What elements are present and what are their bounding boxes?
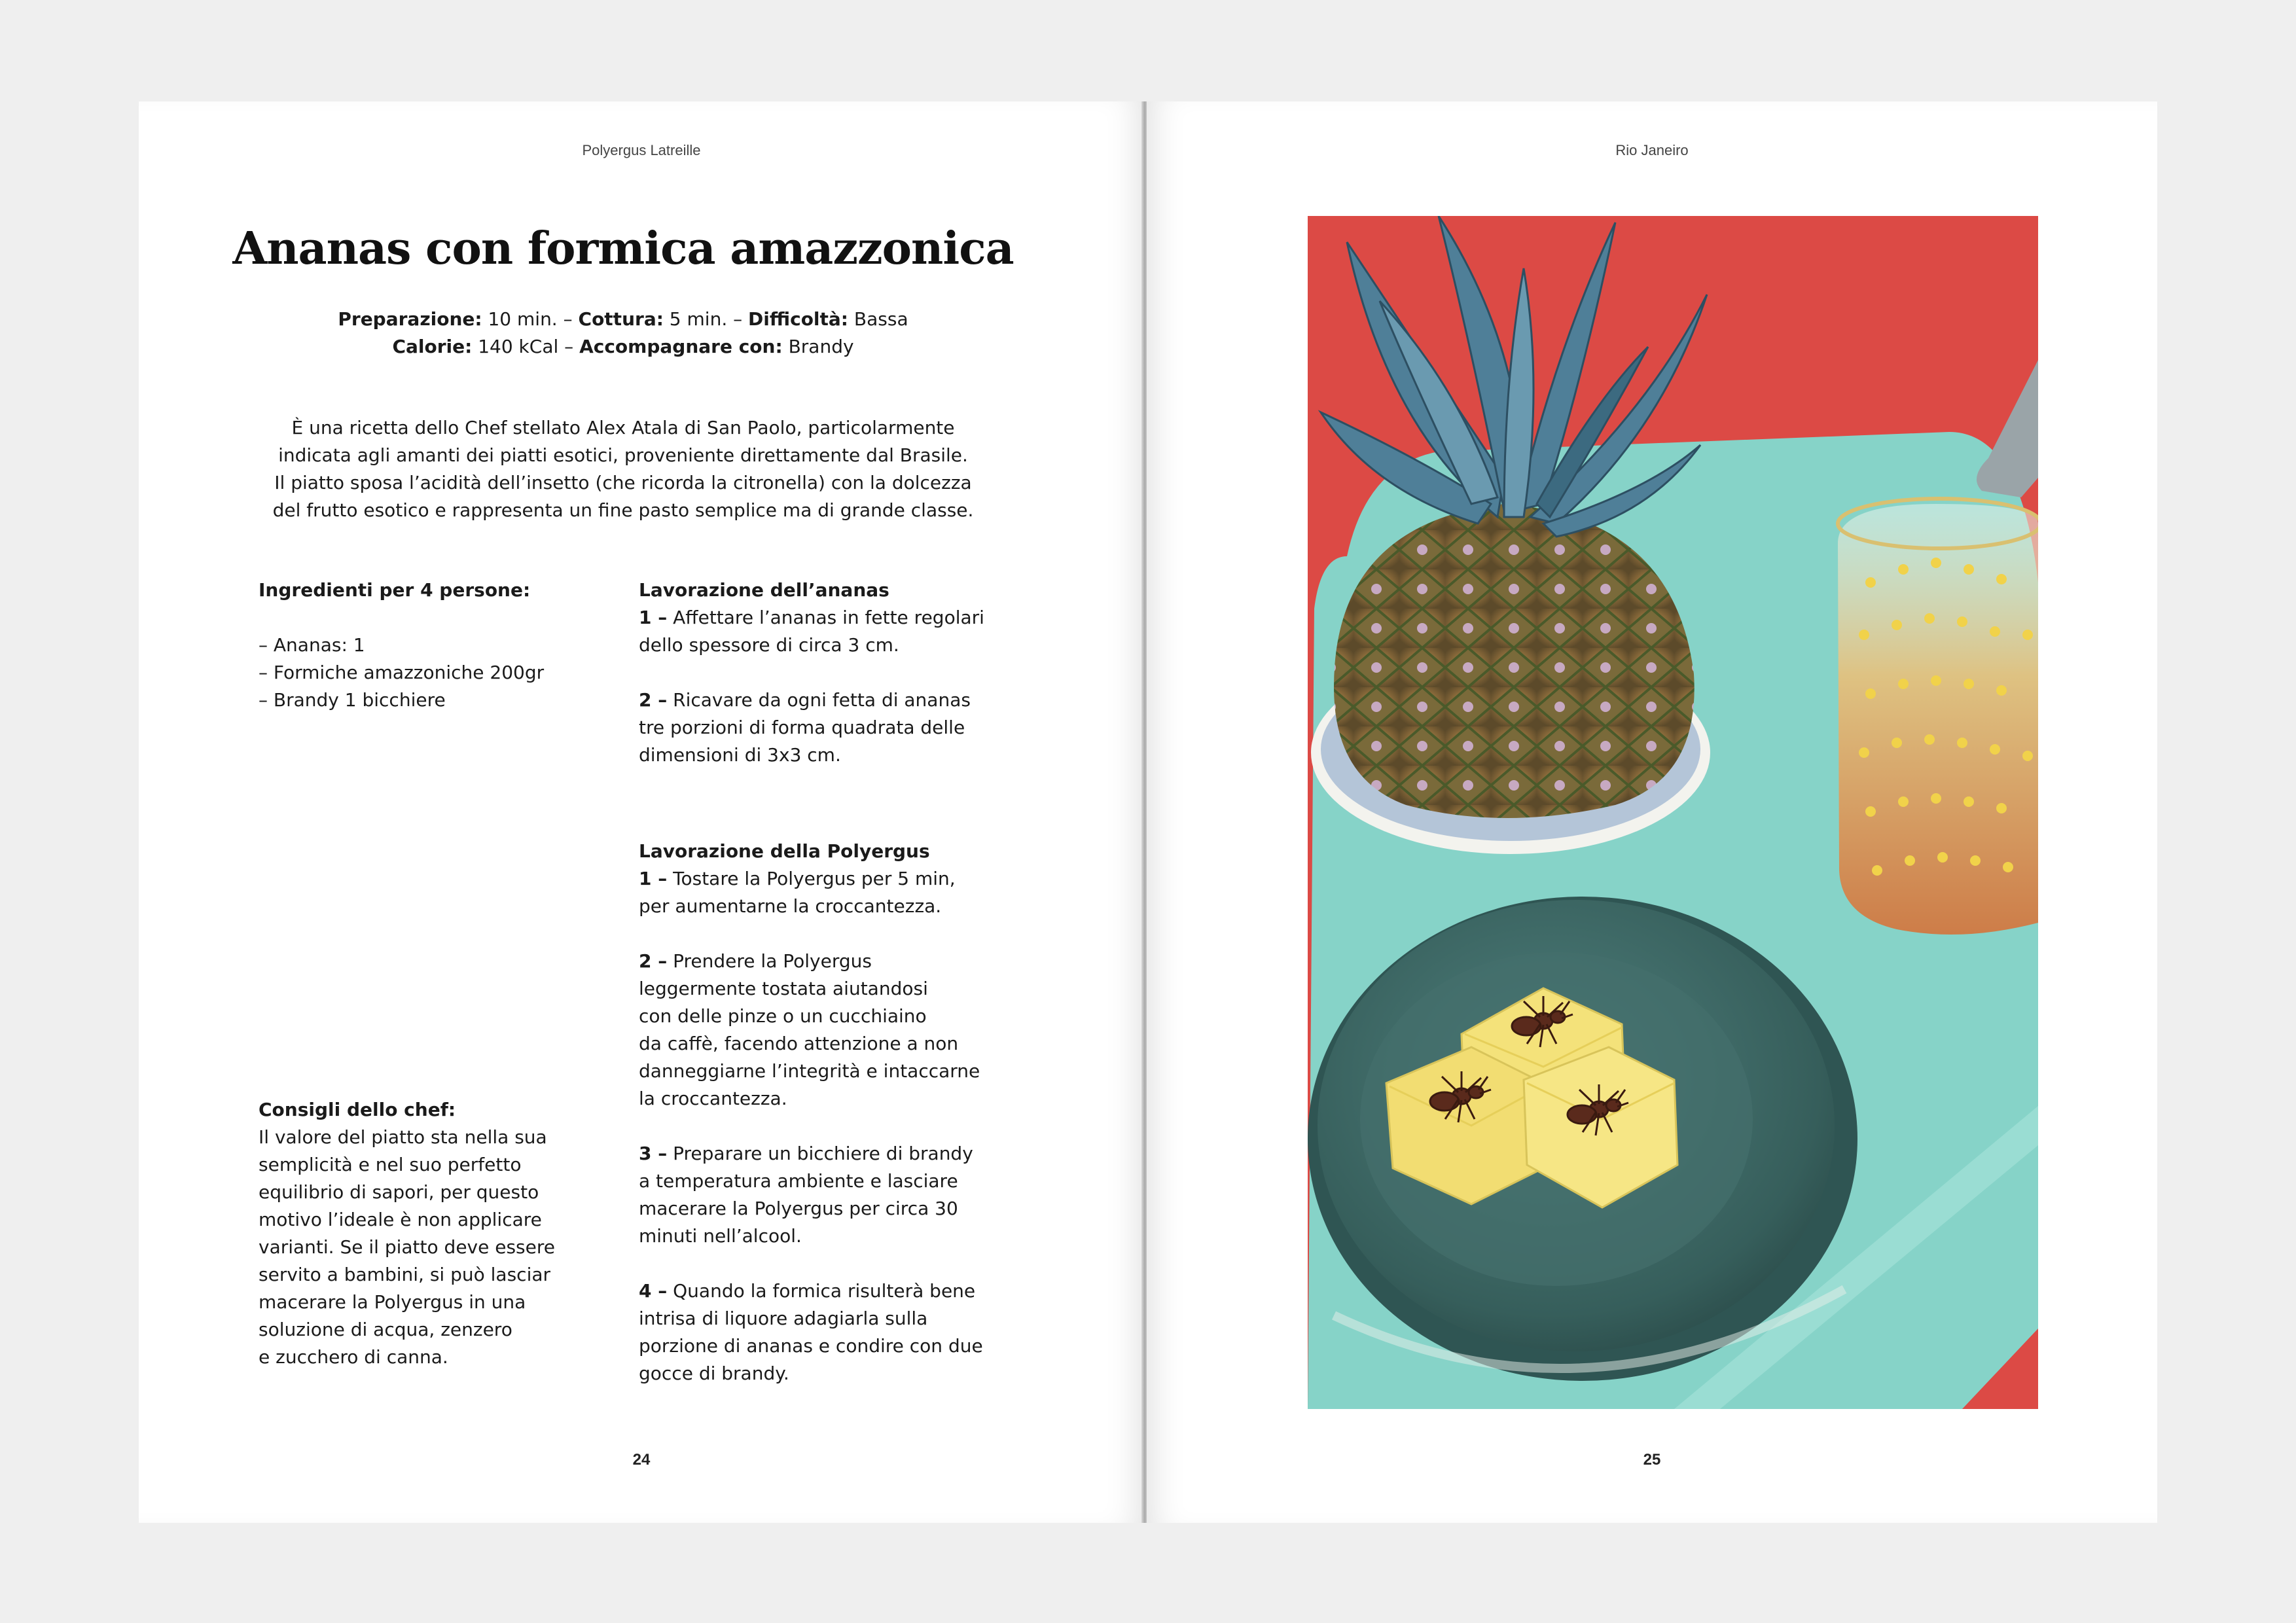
ingredient-item: – Formiche amazzoniche 200gr: [259, 662, 545, 683]
recipe-title: Ananas con formica amazzonica: [232, 223, 1014, 275]
running-head-left: Polyergus Latreille: [582, 142, 701, 158]
meta-label-accompagnare: Accompagnare con:: [579, 336, 783, 357]
step-line: leggermente tostata aiutandosi: [639, 978, 928, 999]
step-text: Ricavare da ogni fetta di ananas: [673, 689, 971, 711]
chef-tips-line: soluzione di acqua, zenzero: [259, 1319, 512, 1340]
steps-column: [639, 577, 1045, 1387]
meta-label-calorie: Calorie:: [392, 336, 473, 357]
pineapple-with-ants-photo: [1308, 216, 2038, 1409]
step-line: tre porzioni di forma quadrata delle: [639, 717, 965, 738]
meta-line-2: [139, 333, 1107, 361]
step-text: Prendere la Polyergus: [673, 950, 872, 972]
chef-tips-section: [259, 1096, 599, 1371]
step-number: 2 –: [639, 689, 668, 711]
step-text: Preparare un bicchiere di brandy: [673, 1143, 973, 1164]
step-number: 1 –: [639, 868, 668, 889]
meta-value-preparazione: 10 min. –: [482, 308, 579, 330]
step-line: porzione di ananas e condire con due: [639, 1335, 983, 1357]
meta-label-cottura: Cottura:: [578, 308, 664, 330]
chef-tips-line: macerare la Polyergus in una: [259, 1291, 526, 1313]
chef-tips-line: semplicità e nel suo perfetto: [259, 1154, 522, 1175]
recipe-intro: [139, 414, 1107, 524]
chef-tips-line: motivo l’ideale è non applicare: [259, 1209, 542, 1230]
step-line: dimensioni di 3x3 cm.: [639, 744, 841, 766]
ingredients-section: [259, 577, 599, 714]
chef-tips-line: e zucchero di canna.: [259, 1346, 448, 1368]
step-line: la croccantezza.: [639, 1088, 787, 1109]
step-number: 1 –: [639, 607, 668, 628]
ingredients-heading: Ingredienti per 4 persone:: [259, 579, 531, 601]
running-head-right: Rio Janeiro: [1615, 142, 1689, 158]
step-line: a temperatura ambiente e lasciare: [639, 1170, 958, 1192]
chef-tips-line: Il valore del piatto sta nella sua: [259, 1126, 547, 1148]
chef-tips-line: equilibrio di sapori, per questo: [259, 1181, 539, 1203]
recipe-meta: [139, 306, 1107, 361]
step-line: gocce di brandy.: [639, 1363, 789, 1384]
step-line: danneggiarne l’integrità e intaccarne: [639, 1060, 980, 1082]
page-number-left: 24: [632, 1451, 651, 1469]
right-page: [1147, 101, 2157, 1523]
meta-value-difficolta: Bassa: [848, 308, 908, 330]
page-number-right: 25: [1643, 1451, 1661, 1469]
step-line: [639, 865, 1045, 893]
meta-value-accompagnare: Brandy: [782, 336, 854, 357]
ingredient-item: – Ananas: 1: [259, 634, 365, 656]
meta-label-difficolta: Difficoltà:: [748, 308, 849, 330]
step-number: 2 –: [639, 950, 668, 972]
brandy-glass: [1838, 499, 2038, 935]
step-line: minuti nell’alcool.: [639, 1225, 802, 1247]
step-line: da caffè, facendo attenzione a non: [639, 1033, 959, 1054]
pineapple-steps-heading: Lavorazione dell’ananas: [639, 579, 889, 601]
step-number: 4 –: [639, 1280, 668, 1302]
step-line: [639, 1140, 1045, 1168]
chef-tips-line: varianti. Se il piatto deve essere: [259, 1236, 555, 1258]
step-line: [639, 948, 1045, 975]
meta-value-calorie: 140 kCal –: [472, 336, 580, 357]
step-line: [639, 604, 1045, 632]
step-line: con delle pinze o un cucchiaino: [639, 1005, 927, 1027]
step-line: [639, 687, 1045, 714]
step-line: intrisa di liquore adagiarla sulla: [639, 1308, 928, 1329]
step-text: Quando la formica risulterà bene: [673, 1280, 976, 1302]
intro-line: indicata agli amanti dei piatti esotici, proveniente direttamente dal Brasile.: [278, 444, 968, 466]
meta-label-preparazione: Preparazione:: [338, 308, 482, 330]
chef-tips-heading: Consigli dello chef:: [259, 1099, 456, 1120]
step-number: 3 –: [639, 1143, 668, 1164]
intro-line: del frutto esotico e rappresenta un fine pasto semplice ma di grande classe.: [272, 499, 974, 521]
left-page: [139, 101, 1144, 1523]
chef-tips-line: servito a bambini, si può lasciar: [259, 1264, 551, 1285]
polyergus-steps-heading: Lavorazione della Polyergus: [639, 840, 930, 862]
meta-value-cottura: 5 min. –: [663, 308, 749, 330]
intro-line: Il piatto sposa l’acidità dell’insetto (che ricorda la citronella) con la dolcezza: [274, 472, 972, 493]
intro-line: È una ricetta dello Chef stellato Alex Atala di San Paolo, particolarmente: [291, 417, 955, 438]
ingredient-item: – Brandy 1 bicchiere: [259, 689, 446, 711]
step-line: dello spessore di circa 3 cm.: [639, 634, 899, 656]
step-text: Tostare la Polyergus per 5 min,: [673, 868, 956, 889]
step-line: per aumentarne la croccantezza.: [639, 895, 942, 917]
step-text: Affettare l’ananas in fette regolari: [673, 607, 984, 628]
step-line: [639, 1277, 1045, 1305]
step-line: macerare la Polyergus per circa 30: [639, 1198, 958, 1219]
meta-line-1: [139, 306, 1107, 333]
